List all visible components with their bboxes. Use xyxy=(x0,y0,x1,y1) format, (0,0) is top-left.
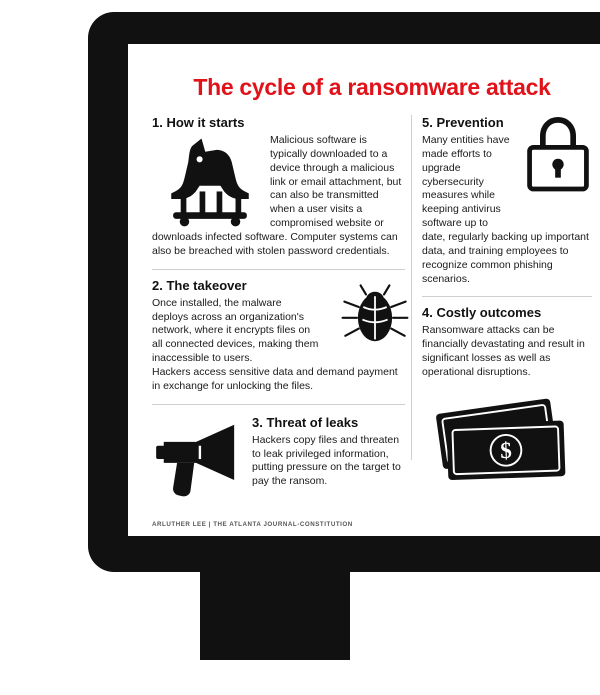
section-2-body-part-2: Hackers access sensitive data and demand payment in exchange for unlocking the files. xyxy=(152,366,398,392)
megaphone-icon xyxy=(152,421,244,499)
infographic-columns xyxy=(152,115,592,495)
section-3-body: Hackers copy files and threaten to leak privileged information, putting pressure on the target to pay the ransom. xyxy=(252,433,401,488)
credit-line: ARLUTHER LEE | THE ATLANTA JOURNAL-CONSTITUTION xyxy=(152,521,353,528)
section-5-body-part-1: Many entities have made efforts to upgrade cybersecurity measures while keeping antivirus software up to xyxy=(422,134,510,230)
svg-text:$: $ xyxy=(499,436,513,464)
section-2-heading: 2. The takeover xyxy=(152,277,247,293)
bug-icon xyxy=(339,280,411,352)
section-costly-outcomes xyxy=(422,305,592,485)
section-how-it-starts xyxy=(152,115,405,259)
trojan-horse-icon xyxy=(158,136,262,228)
page-title: The cycle of a ransomware attack xyxy=(193,74,551,100)
section-1-body-part-1: Malicious software is typically downloaded to a device through a malicious link or email attachment, but xyxy=(270,134,402,188)
section-the-takeover xyxy=(152,278,405,394)
divider xyxy=(152,269,405,270)
money-bills-icon xyxy=(426,390,576,486)
divider xyxy=(422,296,592,297)
column-divider xyxy=(411,115,412,460)
section-4-body: Ransomware attacks can be financially devastating and result in significant losses as well as operational disruptions. xyxy=(422,324,585,379)
section-3-heading: 3. Threat of leaks xyxy=(252,414,359,430)
right-column xyxy=(422,115,592,495)
section-5-heading: 5. Prevention xyxy=(422,115,504,130)
section-prevention xyxy=(422,115,592,286)
monitor-screen xyxy=(128,44,600,536)
section-1-body-part-2: can also be transmitted when a user visits a compromised website or downloads infected software. Computer systems can also be breached with stolen password credentials. xyxy=(152,189,398,257)
section-5-body-part-2: date, regularly backing up important data, and training employees to recognize common phishing scenarios. xyxy=(422,231,589,285)
padlock-icon xyxy=(522,115,594,193)
section-3-text xyxy=(252,413,405,489)
section-4-heading: 4. Costly outcomes xyxy=(422,305,542,321)
ransomware-infographic xyxy=(128,44,600,536)
left-column xyxy=(152,115,405,495)
section-1-heading: 1. How it starts xyxy=(152,115,245,130)
section-threat-of-leaks xyxy=(152,413,405,499)
divider xyxy=(152,404,405,405)
monitor-stand xyxy=(200,560,350,660)
section-2-body-part-1: Once installed, the malware deploys across an organization's network, where it encrypts files on all connected devices, making them inaccessible to users. xyxy=(152,296,319,365)
